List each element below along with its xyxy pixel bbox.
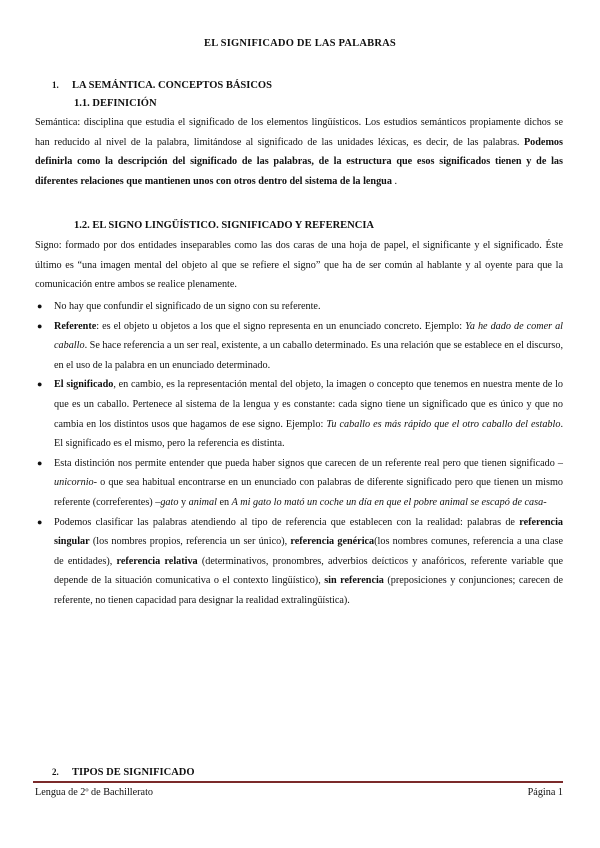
footer-course: Lengua de 2º de Bachillerato — [35, 787, 154, 798]
list-item: ● No hay que confundir el significado de un signo con su referente. — [35, 297, 563, 317]
section-2-heading — [52, 767, 195, 778]
list-item: ● Esta distinción nos permite entender que pueda haber signos que carecen de un referente real pero que tienen significado –unicornio- o que sea habitual encontrarse en un enunciado con palabras de diferente significado pero que tienen un mismo referente (correferentes) –gato y animal en A mi gato lo mató un coche un día en que el pobre animal se escapó de casa- — [35, 454, 563, 513]
concept-bullet-list — [35, 297, 563, 611]
section-1-title: LA SEMÁNTICA. CONCEPTOS BÁSICOS — [72, 80, 272, 91]
section-1-heading — [52, 80, 272, 91]
page-number: Página 1 — [527, 787, 563, 798]
document-title: EL SIGNIFICADO DE LAS PALABRAS — [204, 38, 396, 49]
list-item: ● Podemos clasificar las palabras atendiendo al tipo de referencia que establecen con la realidad: palabras de referencia singular (los nombres propios, referencia un ser único), referencia genérica(los nombres comunes, referencia a una clase de entidades), referencia relativa (determinativos, pronombres, adverbios deícticos y anafóricos, referente variable que depende de la situación comunicativa o el contexto lingüístico), sin referencia (preposiciones y conjunciones; carecen de referente, no tienen capacidad para designar la realidad extralingüística). — [35, 513, 563, 611]
section-1-number: 1. — [52, 80, 59, 90]
subsection-1-1-heading: 1.1. DEFINICIÓN — [74, 98, 157, 109]
section-2-title: TIPOS DE SIGNIFICADO — [72, 767, 195, 778]
section-2-number: 2. — [52, 767, 59, 777]
bullet-icon: ● — [37, 516, 43, 527]
bullet-icon: ● — [37, 379, 43, 390]
bullet-icon: ● — [37, 320, 43, 331]
footer-rule — [33, 781, 563, 783]
sign-paragraph: Signo: formado por dos entidades inseparables como las dos caras de una hoja de papel, el significante y el significado. Éste último es “una imagen mental del objeto al que se refiere el signo” que ha de ser común al hablante y al oyente para que la comunicación entre ambos se realice plenamente. — [35, 240, 563, 291]
list-item: ● El significado, en cambio, es la representación mental del objeto, la imagen o concepto que tenemos en nuestra mente de lo que es un caballo. Pertenece al sistema de la lengua y es constante: cada signo tiene un significado que es único y que no cambia en los distintos usos que hagamos de ese signo. Ejemplo: Tu caballo es más rápido que el otro caballo del establo. El significado es el mismo, pero la referencia es distinta. — [35, 375, 563, 453]
bullet-icon: ● — [37, 457, 43, 468]
subsection-1-2-heading: 1.2. EL SIGNO LINGÜÍSTICO. SIGNIFICADO Y REFERENCIA — [74, 220, 374, 231]
bullet-icon: ● — [37, 301, 43, 311]
list-item: ● Referente: es el objeto u objetos a los que el signo representa en un enunciado concreto. Ejemplo: Ya he dado de comer al caballo. Se hace referencia a un ser real, existente, a un caballo determinado. Es una relación que se establece en el discurso, en el uso de la palabra en un enunciado determinado. — [35, 317, 563, 376]
definition-paragraph: Semántica: disciplina que estudia el significado de los elementos lingüísticos. Los estudios semánticos propiamente dichos se han reducido al nivel de la palabra, limitándose al significado de las unidades léxicas, es decir, de las palabras. Podemos definirla como la descripción del significado de las palabras, de la estructura que esos significados tienen y de las diferentes relaciones que mantienen unos con otros dentro del sistema de la lengua . — [35, 117, 563, 187]
